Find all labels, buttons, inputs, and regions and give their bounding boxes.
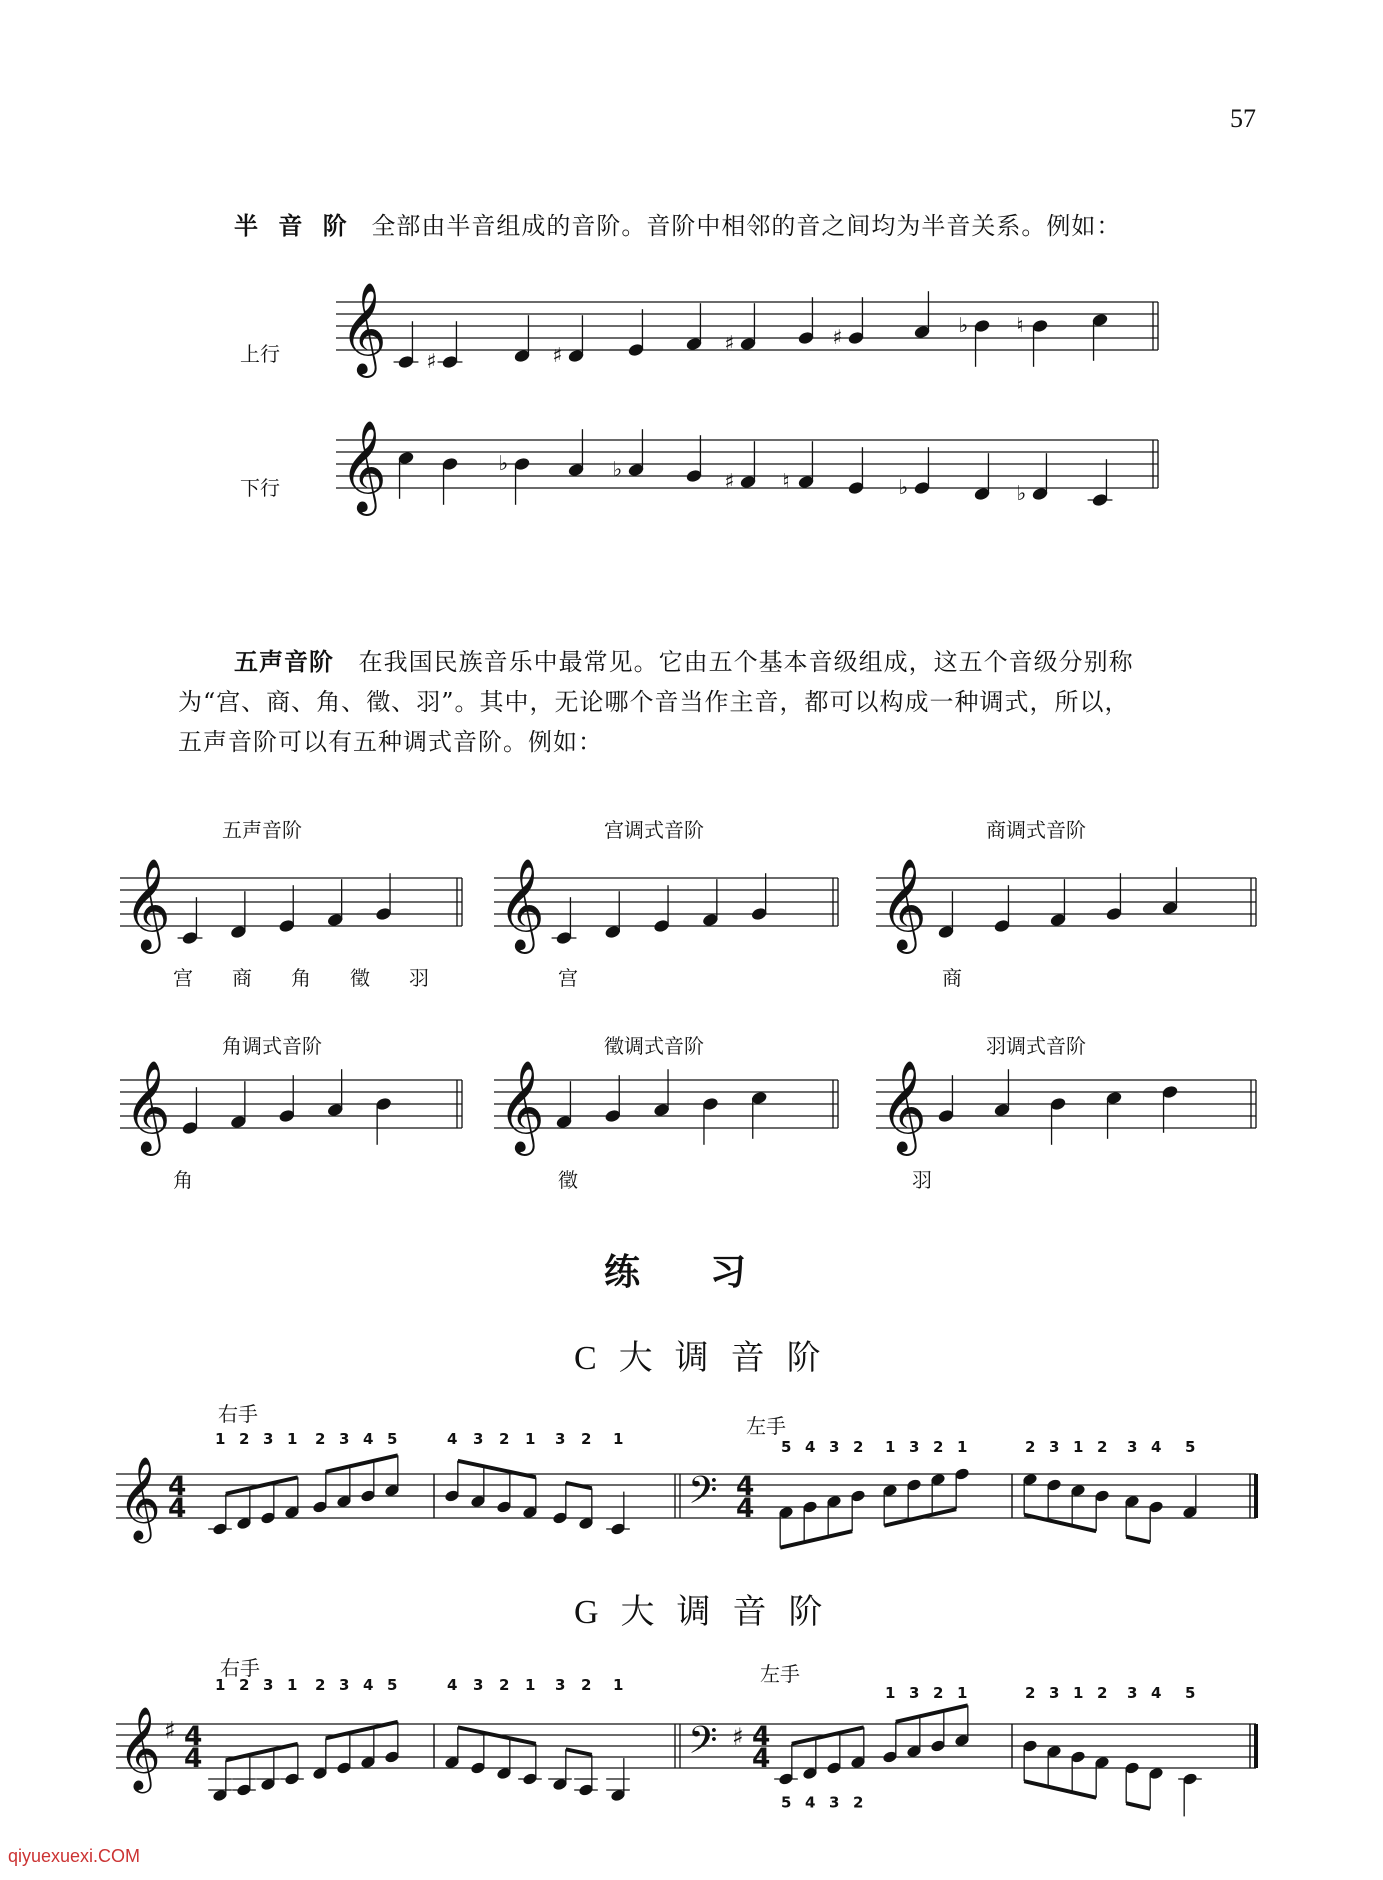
right-hand-fingering: 2 xyxy=(315,1430,326,1448)
note-beam xyxy=(458,1461,536,1478)
lyric: 羽 xyxy=(912,1168,932,1192)
right-hand-fingering: 5 xyxy=(387,1430,398,1448)
bass-clef-icon: 𝄢 xyxy=(688,1717,718,1772)
note-beam xyxy=(326,1455,398,1472)
left-hand-fingering: 3 xyxy=(1127,1438,1138,1456)
left-hand-fingering: 3 xyxy=(829,1793,840,1812)
right-hand-fingering: 4 xyxy=(447,1430,458,1448)
note-beam xyxy=(1126,1537,1150,1543)
left-hand-fingering: 3 xyxy=(1049,1438,1060,1456)
right-hand-fingering: 2 xyxy=(315,1676,326,1694)
left-hand-fingering: 2 xyxy=(1097,1684,1108,1702)
lyric: 商 xyxy=(942,966,962,990)
lyric: 角 xyxy=(291,966,311,990)
example-title-6: 羽调式音阶 xyxy=(986,1034,1086,1058)
note-beam xyxy=(566,1749,592,1755)
right-hand-fingering: 2 xyxy=(499,1676,510,1694)
g-left-hand-label: 左手 xyxy=(760,1662,800,1686)
example-title-1: 五声音阶 xyxy=(222,818,302,842)
left-hand-fingering: 1 xyxy=(885,1438,896,1456)
example-title-2: 宫调式音阶 xyxy=(604,818,704,842)
right-hand-fingering: 1 xyxy=(613,1430,624,1448)
lyric: 角 xyxy=(173,1168,193,1192)
sharp-sign: ♯ xyxy=(724,331,735,355)
treble-clef-icon: 𝄞 xyxy=(118,1456,161,1541)
note-beam xyxy=(1024,1515,1096,1532)
left-hand-fingering: 3 xyxy=(1049,1684,1060,1702)
lyric: 羽 xyxy=(409,966,429,990)
right-hand-fingering: 2 xyxy=(581,1430,592,1448)
right-hand-fingering: 3 xyxy=(473,1676,484,1694)
right-hand-fingering: 3 xyxy=(263,1676,274,1694)
left-hand-fingering: 2 xyxy=(1025,1684,1036,1702)
g-major-title: G大调音阶 xyxy=(574,1594,845,1631)
pentatonic-line2: 为“宫、商、角、徵、羽”。其中，无论哪个音当作主音，都可以构成一种调式，所以， xyxy=(178,688,1130,716)
sharp-sign: ♯ xyxy=(552,343,563,367)
left-hand-fingering: 4 xyxy=(805,1438,816,1456)
right-hand-fingering: 2 xyxy=(239,1676,250,1694)
left-hand-fingering: 4 xyxy=(1151,1438,1162,1456)
time-signature-bottom: 4 xyxy=(168,1492,187,1524)
left-hand-fingering: 3 xyxy=(829,1438,840,1456)
chromatic-term: 半 音 阶 xyxy=(234,211,353,240)
note-beam xyxy=(1024,1781,1096,1798)
time-signature-bottom: 4 xyxy=(752,1742,771,1774)
right-hand-fingering: 3 xyxy=(555,1430,566,1448)
lyric: 徵 xyxy=(558,1168,578,1192)
g-right-hand-label: 右手 xyxy=(220,1656,260,1680)
time-signature-top: 4 xyxy=(168,1470,187,1502)
right-hand-fingering: 2 xyxy=(581,1676,592,1694)
key-signature-sharp: ♯ xyxy=(164,1716,176,1745)
pentatonic-term: 五声音阶 xyxy=(234,647,334,676)
treble-clef-icon: 𝄞 xyxy=(498,856,545,950)
left-hand-fingering: 4 xyxy=(1151,1684,1162,1702)
chromatic-description: 全部由半音组成的音阶。音阶中相邻的音之间均为半音关系。例如： xyxy=(371,212,1122,240)
c-major-title: C大调音阶 xyxy=(574,1340,843,1377)
left-hand-fingering: 4 xyxy=(805,1793,816,1812)
right-hand-fingering: 3 xyxy=(263,1430,274,1448)
right-hand-fingering: 4 xyxy=(363,1430,374,1448)
right-hand-fingering: 1 xyxy=(287,1430,298,1448)
left-hand-fingering: 3 xyxy=(909,1438,920,1456)
flat-sign: ♭ xyxy=(498,451,509,475)
flat-sign: ♭ xyxy=(898,475,909,499)
right-hand-fingering: 1 xyxy=(287,1676,298,1694)
treble-clef-icon: 𝄞 xyxy=(124,856,171,950)
natural-sign: ♮ xyxy=(1016,313,1024,337)
time-signature-top: 4 xyxy=(752,1720,771,1752)
c-right-hand-label: 右手 xyxy=(218,1402,258,1426)
right-hand-fingering: 1 xyxy=(525,1430,536,1448)
treble-clef-icon: 𝄞 xyxy=(118,1706,161,1791)
natural-sign: ♮ xyxy=(782,469,790,493)
left-hand-fingering: 2 xyxy=(1097,1438,1108,1456)
example-title-3: 商调式音阶 xyxy=(986,818,1086,842)
time-signature-bottom: 4 xyxy=(184,1742,203,1774)
right-hand-fingering: 1 xyxy=(613,1676,624,1694)
right-hand-fingering: 1 xyxy=(525,1676,536,1694)
lyric: 徵 xyxy=(350,966,370,990)
left-hand-fingering: 1 xyxy=(957,1684,968,1702)
right-hand-fingering: 2 xyxy=(499,1430,510,1448)
right-hand-fingering: 3 xyxy=(339,1676,350,1694)
sharp-sign: ♯ xyxy=(832,325,843,349)
flat-sign: ♭ xyxy=(1016,481,1027,505)
right-hand-fingering: 4 xyxy=(447,1676,458,1694)
left-hand-fingering: 2 xyxy=(933,1684,944,1702)
left-hand-fingering: 1 xyxy=(1073,1684,1084,1702)
note-beam xyxy=(896,1705,968,1722)
lyric: 宫 xyxy=(173,966,193,990)
exercise-heading: 练习 xyxy=(604,1251,817,1293)
right-hand-fingering: 3 xyxy=(339,1430,350,1448)
sharp-sign: ♯ xyxy=(426,349,437,373)
flat-sign: ♭ xyxy=(612,457,623,481)
right-hand-fingering: 4 xyxy=(363,1676,374,1694)
example-title-4: 角调式音阶 xyxy=(222,1034,322,1058)
right-hand-fingering: 1 xyxy=(215,1676,226,1694)
descending-label: 下行 xyxy=(240,476,280,500)
right-hand-fingering: 2 xyxy=(239,1430,250,1448)
right-hand-fingering: 3 xyxy=(473,1430,484,1448)
page-number: 57 xyxy=(1230,104,1256,133)
ascending-label: 上行 xyxy=(240,342,280,366)
pentatonic-line3: 五声音阶可以有五种调式音阶。例如： xyxy=(178,728,603,756)
right-hand-fingering: 3 xyxy=(555,1676,566,1694)
left-hand-fingering: 1 xyxy=(885,1684,896,1702)
left-hand-fingering: 2 xyxy=(1025,1438,1036,1456)
treble-clef-icon: 𝄞 xyxy=(340,418,387,512)
left-hand-fingering: 5 xyxy=(781,1793,792,1812)
left-hand-fingering: 3 xyxy=(909,1684,920,1702)
right-hand-fingering: 5 xyxy=(387,1676,398,1694)
time-signature-bottom: 4 xyxy=(736,1492,755,1524)
treble-clef-icon: 𝄞 xyxy=(498,1058,545,1152)
lyric: 商 xyxy=(232,966,252,990)
left-hand-fingering: 2 xyxy=(933,1438,944,1456)
left-hand-fingering: 2 xyxy=(853,1793,864,1812)
treble-clef-icon: 𝄞 xyxy=(880,1058,927,1152)
note-beam xyxy=(1126,1803,1150,1809)
time-signature-top: 4 xyxy=(184,1720,203,1752)
left-hand-fingering: 5 xyxy=(1185,1438,1196,1456)
treble-clef-icon: 𝄞 xyxy=(124,1058,171,1152)
lyric: 宫 xyxy=(558,966,578,990)
key-signature-sharp: ♯ xyxy=(732,1722,744,1751)
left-hand-fingering: 5 xyxy=(781,1438,792,1456)
example-title-5: 徵调式音阶 xyxy=(604,1034,704,1058)
sharp-sign: ♯ xyxy=(724,469,735,493)
note-beam xyxy=(780,1531,852,1548)
note-beam xyxy=(566,1483,592,1489)
flat-sign: ♭ xyxy=(958,313,969,337)
left-hand-fingering: 3 xyxy=(1127,1684,1138,1702)
left-hand-fingering: 1 xyxy=(1073,1438,1084,1456)
left-hand-fingering: 2 xyxy=(853,1438,864,1456)
right-hand-fingering: 1 xyxy=(215,1430,226,1448)
watermark: qiyuexuexi.COM xyxy=(8,1846,141,1866)
treble-clef-icon: 𝄞 xyxy=(880,856,927,950)
treble-clef-icon: 𝄞 xyxy=(340,280,387,374)
c-left-hand-label: 左手 xyxy=(746,1414,786,1438)
bass-clef-icon: 𝄢 xyxy=(688,1467,718,1522)
time-signature-top: 4 xyxy=(736,1470,755,1502)
pentatonic-text-1: 在我国民族音乐中最常见。它由五个基本音级组成，这五个音级分别称 xyxy=(358,648,1134,676)
left-hand-fingering: 5 xyxy=(1185,1684,1196,1702)
left-hand-fingering: 1 xyxy=(957,1438,968,1456)
